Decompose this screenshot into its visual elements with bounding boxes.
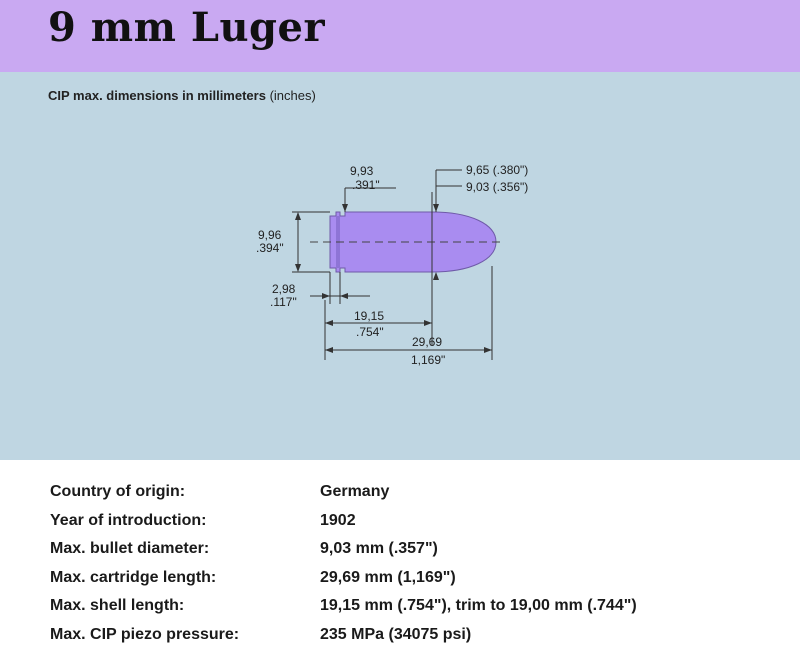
spec-value: 19,15 mm (.754"), trim to 19,00 mm (.744") [320,597,637,615]
specs-table [50,478,637,649]
spec-value: 29,69 mm (1,169") [320,568,456,586]
cartridge-length-arrow-left [325,347,333,353]
spec-row-year [50,507,637,536]
spec-label: Country of origin: [50,483,186,501]
subtitle-main: CIP max. dimensions in millimeters [48,88,266,103]
base-diameter-arrow-bottom [295,264,301,272]
spec-value: Germany [320,483,390,501]
rim-thickness-in: .117" [270,295,297,309]
spec-row-pressure [50,621,637,650]
rim-arrow-right [340,293,348,299]
spec-label: Year of introduction: [50,511,207,529]
base-diameter-in: .394" [256,241,284,255]
shoulder-arrow [342,204,348,212]
spec-row-bullet-diameter [50,535,637,564]
spec-row-origin [50,478,637,507]
shell-length-arrow-left [325,320,333,326]
base-diameter-arrow-top [295,212,301,220]
rim-arrow-left [322,293,330,299]
spec-label: Max. shell length: [50,597,185,615]
shoulder-diameter-mm: 9,93 [350,164,374,178]
mouth-arrow-top [433,204,439,212]
mouth-diameter-mm: 9,65 (.380") [466,163,529,177]
shell-length-mm: 19,15 [354,309,385,323]
cartridge-length-arrow-right [484,347,492,353]
base-diameter-mm: 9,96 [258,228,282,242]
shoulder-diameter-in: .391" [352,178,380,192]
mouth-diameter-in: 9,03 (.356") [466,180,529,194]
rim-thickness-mm: 2,98 [272,282,296,296]
spec-value: 235 MPa (34075 psi) [320,625,472,643]
cartridge-length-mm: 29,69 [412,335,443,349]
subtitle-units: (inches) [269,88,316,103]
spec-label: Max. bullet diameter: [50,540,210,558]
spec-value: 1902 [320,511,356,529]
spec-label: Max. CIP piezo pressure: [50,625,240,643]
spec-row-shell-length [50,592,637,621]
spec-value: 9,03 mm (.357") [320,540,438,558]
cartridge-length-in: 1,169" [411,353,446,367]
shell-length-arrow-right [424,320,432,326]
mouth-arrow-bottom [433,272,439,280]
shell-length-in: .754" [356,325,384,339]
spec-label: Max. cartridge length: [50,568,217,586]
page-title: 9 mm Luger [48,4,326,51]
spec-row-cartridge-length [50,564,637,593]
